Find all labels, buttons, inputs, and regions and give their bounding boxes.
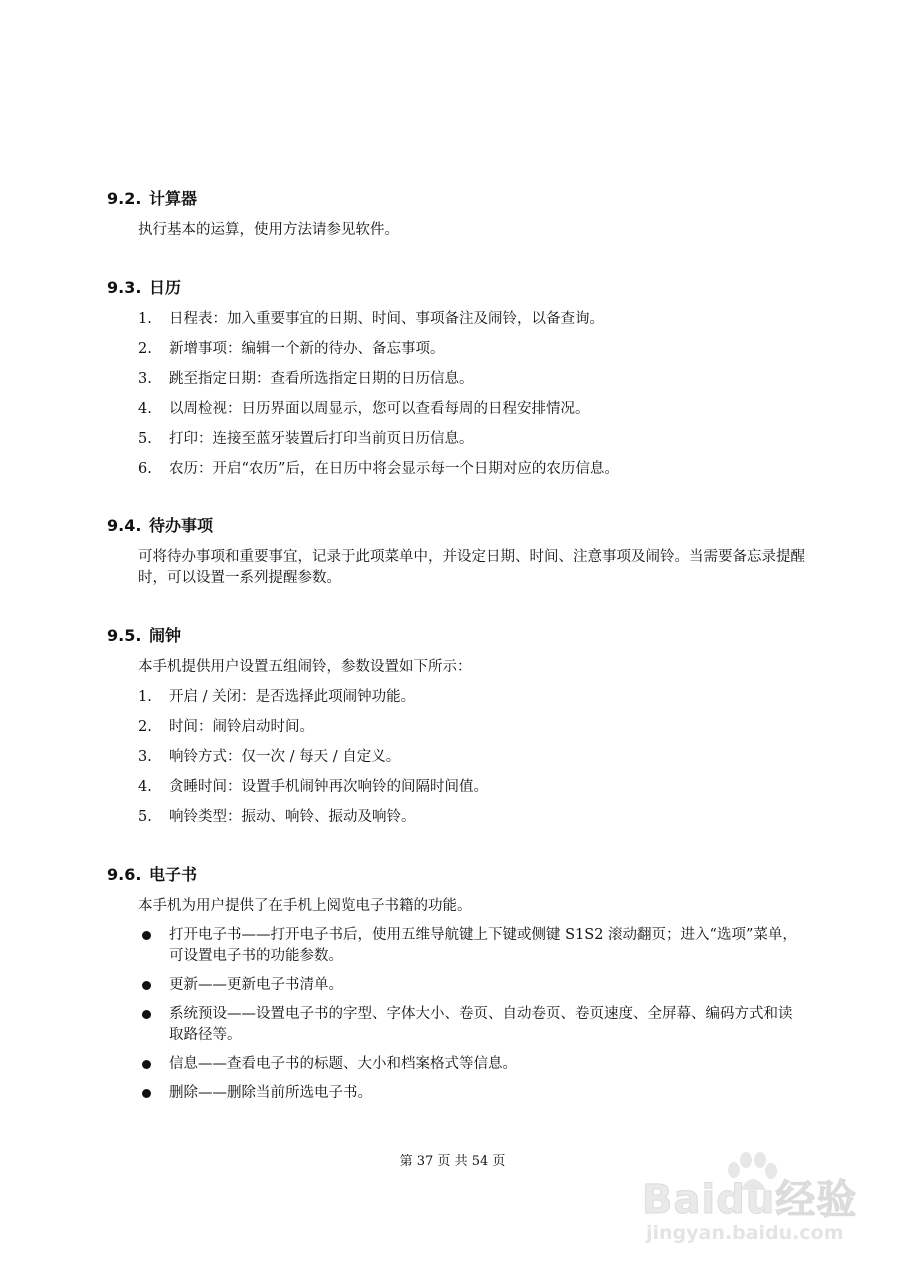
list-item: 5. 响铃类型：振动、响铃、振动及响铃。 xyxy=(138,809,416,825)
list-item: 1. 日程表：加入重要事宜的日期、时间、事项备注及闹铃，以备查询。 xyxy=(138,311,604,327)
bullet-icon xyxy=(142,1010,151,1019)
bullet-item: 信息——查看电子书的标题、大小和档案格式等信息。 xyxy=(138,1054,807,1075)
list-item: 2. 新增事项：编辑一个新的待办、备忘事项。 xyxy=(138,341,445,357)
bullet-item: 删除——删除当前所选电子书。 xyxy=(138,1083,807,1104)
section-heading: 9.3. 日历 xyxy=(107,278,182,297)
watermark xyxy=(642,1150,882,1260)
bullet-icon xyxy=(142,931,151,940)
section-calendar xyxy=(107,277,807,480)
bullet-item: 打开电子书——打开电子书后，使用五维导航键上下键或侧键 S1S2 滚动翻页；进入“选项”菜单，可设置电子书的功能参数。 xyxy=(138,925,807,967)
bullet-item: 系统预设——设置电子书的字型、字体大小、卷页、自动卷页、卷页速度、全屏幕、编码方式和读取路径等。 xyxy=(138,1004,807,1046)
list-item: 3. 响铃方式：仅一次 / 每天 / 自定义。 xyxy=(138,749,401,765)
section-paragraph: 本手机提供用户设置五组闹铃，参数设置如下所示： xyxy=(138,659,472,675)
list-item: 4. 贪睡时间：设置手机闹钟再次响铃的间隔时间值。 xyxy=(138,779,488,795)
list-item: 1. 开启 / 关闭：是否选择此项闹钟功能。 xyxy=(138,689,416,705)
section-todo xyxy=(107,515,807,589)
section-heading: 9.6. 电子书 xyxy=(107,865,198,884)
section-heading: 9.5. 闹钟 xyxy=(107,626,182,645)
list-item: 2. 时间：闹铃启动时间。 xyxy=(138,719,314,735)
section-calculator xyxy=(107,188,807,241)
list-item: 6. 农历：开启“农历”后，在日历中将会显示每一个日期对应的农历信息。 xyxy=(138,461,619,477)
section-heading: 9.4. 待办事项 xyxy=(107,516,214,535)
watermark-brand: Baidu经验 xyxy=(642,1177,858,1223)
list-item: 5. 打印：连接至蓝牙装置后打印当前页日历信息。 xyxy=(138,431,474,447)
section-heading: 9.2. 计算器 xyxy=(107,189,198,208)
section-ebook xyxy=(107,864,807,1104)
page-footer: 第 37 页 共 54 页 xyxy=(399,1154,506,1169)
list-item: 4. 以周检视：日历界面以周显示，您可以查看每周的日程安排情况。 xyxy=(138,401,590,417)
list-item: 3. 跳至指定日期：查看所选指定日期的日历信息。 xyxy=(138,371,474,387)
bullet-icon xyxy=(142,981,151,990)
bullet-icon xyxy=(142,1089,151,1098)
section-paragraph: 可将待办事项和重要事宜，记录于此项菜单中，并设定日期、时间、注意事项及闹铃。当需要备忘录提醒时，可以设置一系列提醒参数。 xyxy=(138,549,805,586)
watermark-url: jingyan.baidu.com xyxy=(646,1222,844,1244)
section-paragraph: 本手机为用户提供了在手机上阅览电子书籍的功能。 xyxy=(138,898,472,914)
bullet-icon xyxy=(142,1060,151,1069)
bullet-item: 更新——更新电子书清单。 xyxy=(138,975,807,996)
section-paragraph: 执行基本的运算，使用方法请参见软件。 xyxy=(138,222,399,238)
section-alarm xyxy=(107,625,807,828)
